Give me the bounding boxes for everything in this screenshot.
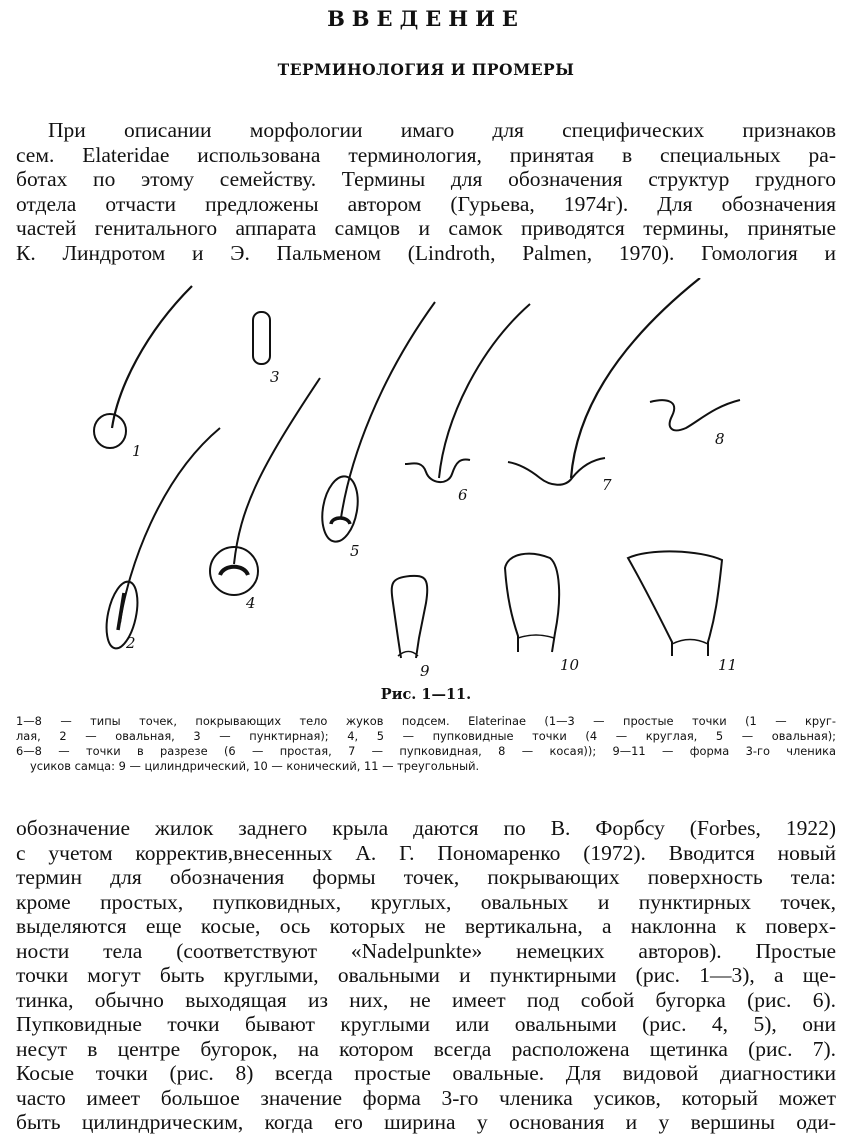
paragraph-intro [16,118,836,265]
figure-label-7: 7 [602,476,612,494]
caption-line: 6—8 — точки в разрезе (6 — простая, 7 — пупковидная, 8 — косая)); 9—11 — форма 3-го членика [16,744,836,758]
figure-title: Рис. 1—11. [380,686,472,703]
drawing-7-umbilicate-section [508,278,700,485]
figure-label-8: 8 [715,430,725,448]
text-line: несут в центре бугорок, на котором всегда расположена щетинка (рис. 7). [16,1036,836,1061]
text-line: ности тела (соответствуют «Nadelpunkte» немецких авторов). Простые [16,938,836,963]
figure-label-6: 6 [458,486,468,504]
caption-line: 1—8 — типы точек, покрывающих тело жуков подсем. Elaterinae (1—3 — простые точки (1 — круг- [16,714,836,728]
drawing-5-oval-umbilicate [318,302,435,544]
figure-punctures-and-antennal-segments [60,278,800,690]
drawing-3-dotted-puncture [253,312,270,364]
text-line: выделяются еще косые, ось которых не вертикальна, а наклонна к поверх- [16,914,836,938]
figure-caption [16,714,836,774]
text-line: частей генитального аппарата самцов и самок приводятся термины, принятые [16,216,836,240]
figure-label-4: 4 [246,594,256,612]
caption-line: лая, 2 — овальная, 3 — пунктирная); 4, 5 — пупковидные точки (4 — круглая, 5 — овальная); [16,729,836,743]
text-line: сем. Elateridae использована терминология, принятая в специальных ра- [16,142,836,167]
text-line: точки могут быть круглыми, овальными и пунктирными (рис. 1—3), а ще- [16,963,836,987]
figure-label-5: 5 [350,542,360,560]
drawing-10-conical-segment [505,554,559,652]
caption-line: усиков самца: 9 — цилиндрический, 10 — конический, 11 — треугольный. [30,759,480,773]
figure-label-2: 2 [126,634,136,652]
figure-label-3: 3 [270,368,280,386]
text-line: обозначение жилок заднего крыла даются по В. Форбсу (Forbes, 1922) [16,816,836,840]
drawing-1-round-puncture [94,286,192,448]
drawing-4-round-umbilicate [210,378,320,595]
figure-drawing [60,278,800,690]
section-subtitle: ТЕРМИНОЛОГИЯ И ПРОМЕРЫ [277,60,575,79]
text-line: быть цилиндрическим, когда его ширина у основания и у вершины оди- [16,1110,836,1134]
text-line: кроме простых, пупковидных, круглых, овальных и пунктирных точек, [16,889,836,914]
text-line: термин для обозначения формы точек, покрывающих поверхность тела: [16,865,836,889]
drawing-8-oblique-section [650,400,740,430]
figure-label-1: 1 [132,442,142,460]
text-line: с учетом корректив,внесенных А. Г. Пономаренко (1972). Вводится новый [16,840,836,865]
figure-label-11: 11 [718,656,738,674]
text-line: тинка, обычно выходящая из них, не имеет под собой бугорка (рис. 6). [16,987,836,1012]
paragraph-terminology [16,816,836,1135]
text-line: отдела отчасти предложены автором (Гурьева, 1974г). Для обозначения [16,191,836,216]
text-line: К. Линдротом и Э. Пальменом (Lindroth, Palmen, 1970). Гомология и [16,240,836,265]
figure-label-9: 9 [420,662,430,680]
drawing-11-triangular-segment [628,551,722,656]
text-line: ботах по этому семейству. Термины для обозначения структур грудного [16,167,836,191]
drawing-9-cylindrical-segment [392,576,428,658]
chapter-title: ВВЕДЕНИЕ [327,6,525,31]
drawing-6-simple-section [405,304,530,482]
drawing-2-oval-puncture [101,428,220,651]
text-line: Пупковидные точки бывают круглыми или овальными (рис. 4, 5), они [16,1012,836,1036]
text-line: часто имеет большое значение форма 3-го членика усиков, который может [16,1085,836,1110]
text-line: При описании морфологии имаго для специфических признаков [48,118,836,142]
text-line: Косые точки (рис. 8) всегда простые овальные. Для видовой диагностики [16,1061,836,1085]
figure-label-10: 10 [560,656,580,674]
